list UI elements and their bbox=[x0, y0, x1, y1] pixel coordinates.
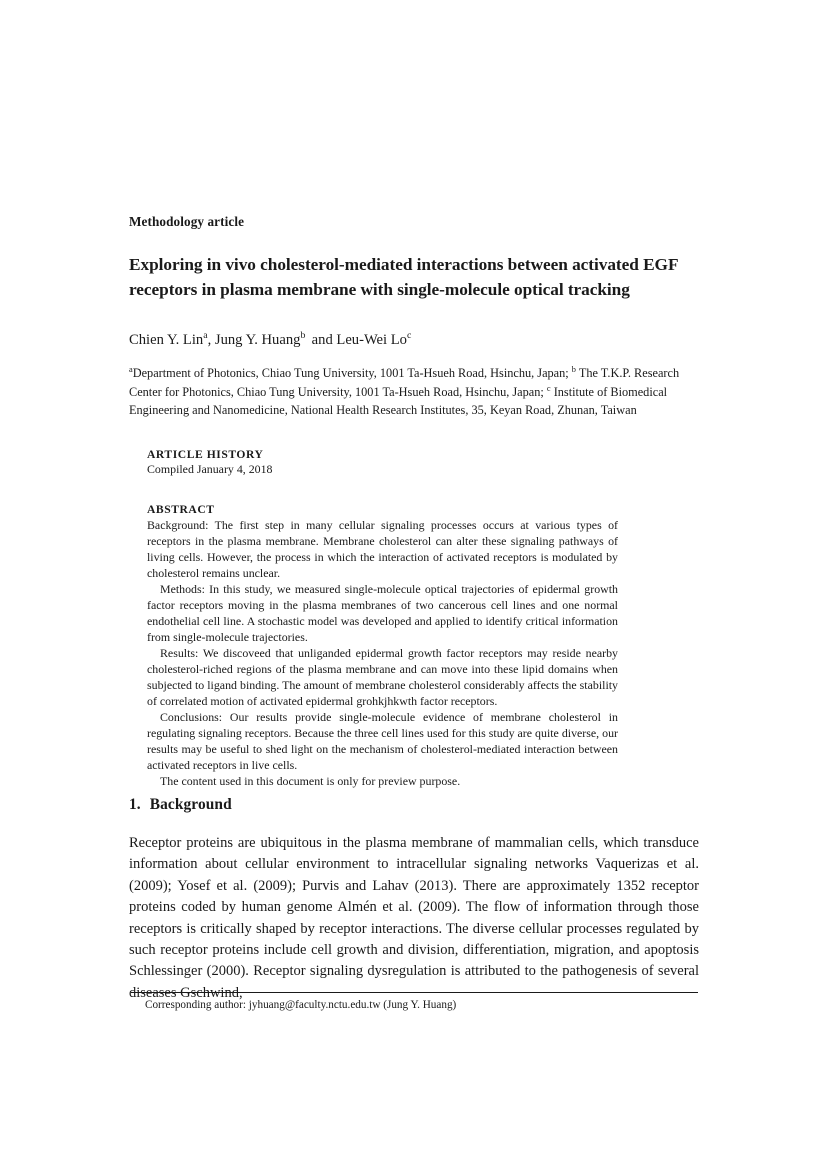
abstract-block bbox=[147, 448, 618, 789]
author-list bbox=[129, 331, 699, 350]
article-history-heading: ARTICLE HISTORY bbox=[147, 447, 264, 461]
abstract-heading: ABSTRACT bbox=[147, 503, 215, 517]
author-conjunction: and bbox=[311, 331, 333, 348]
author-name-2: Jung Y. Huang bbox=[214, 331, 301, 348]
author-name-3: Leu-Wei Lo bbox=[336, 331, 407, 348]
section-heading-background bbox=[129, 796, 232, 814]
affiliation-block bbox=[129, 364, 682, 420]
affiliation-mark-a: a bbox=[129, 364, 133, 374]
corresponding-author-footnote: Corresponding author: jyhuang@faculty.nctu.edu.tw (Jung Y. Huang) bbox=[145, 999, 457, 1011]
article-history-compiled-date: Compiled January 4, 2018 bbox=[147, 461, 273, 476]
author-affil-mark-2: b bbox=[300, 329, 306, 341]
abstract-paragraph-results: Results: We discoveed that unliganded epidermal growth factor receptors may reside nearby cholesterol-riched regions of the plasma membrane and can move into these lipid domains when subjected to ligand binding. The amount of membrane cholesterol considerably affects the stability of correlated motion of activated epidermal grohkjhkwth factor receptors. bbox=[147, 646, 618, 709]
footnote-divider bbox=[131, 992, 698, 993]
article-type-kicker: Methodology article bbox=[129, 214, 245, 229]
section-number: 1. bbox=[129, 796, 141, 813]
section-title: Background bbox=[149, 796, 232, 813]
affiliation-text-a: Department of Photonics, Chiao Tung University, 1001 Ta-Hsueh Road, Hsinchu, Japan; bbox=[132, 365, 569, 380]
author-affil-mark-3: c bbox=[406, 329, 412, 341]
page-title: Exploring in vivo cholesterol-mediated interactions between activated EGF receptors in plasma membrane with single-molecule optical tracking bbox=[129, 255, 678, 300]
abstract-paragraph-conclusions: Conclusions: Our results provide single-molecule evidence of membrane cholesterol in regulating signaling receptors. Because the three cell lines used for this study are quite diverse, our results may be useful to shed light on the mechanism of cholesterol-mediated interaction between activated receptors in live cells. bbox=[147, 710, 618, 773]
affiliation-text-b: The T.K.P. Research Center for Photonics, Chiao Tung University, 1001 Ta-Hsueh Road, Hsinchu, Japan; bbox=[129, 365, 680, 399]
abstract-paragraph-background: Background: The first step in many cellular signaling processes occurs at various types of receptors in the plasma membrane. Membrane cholesterol can alter these signaling pathways of living cells. However, the process in which the interaction of activated receptors is modulated by cholesterol remains unclear. bbox=[147, 518, 618, 581]
abstract-paragraph-methods: Methods: In this study, we measured single-molecule optical trajectories of epidermal growth factor receptors moving in the plasma membranes of two cancerous cell lines and one normal endothelial cell line. A stochastic model was developed and applied to identify critical information from single-molecule trajectories. bbox=[147, 582, 618, 645]
affiliation-mark-b: b bbox=[571, 364, 576, 374]
author-name-1: Chien Y. Lin bbox=[129, 331, 204, 348]
affiliation-text-c: Institute of Biomedical Engineering and Nanomedicine, National Health Research Institutes, 35, Keyan Road, Zhunan, Taiwan bbox=[129, 384, 668, 418]
author-separator-1: , bbox=[207, 331, 215, 348]
author-affil-mark-1: a bbox=[203, 329, 208, 341]
paper-header-block bbox=[129, 214, 699, 789]
affiliation-mark-c: c bbox=[546, 383, 551, 393]
section-body-background: Receptor proteins are ubiquitous in the plasma membrane of mammalian cells, which transduce information about cellular environment to intracellular signaling networks Vaquerizas et al. (2009); Yosef et al. (2009); Purvis and Lahav (2013). There are approximately 1352 receptor proteins coded by human genome Almén et al. (2009). The flow of information through those receptors is critically shaped by receptor interactions. The diverse cellular processes regulated by such receptor proteins include cell growth and division, differentiation, migration, and apoptosis Schlessinger (2000). Receptor signaling dysregulation is attributed to the pathogenesis of several diseases Gschwind, bbox=[129, 835, 699, 1001]
abstract-paragraph-preview-note: The content used in this document is only for preview purpose. bbox=[160, 774, 461, 789]
